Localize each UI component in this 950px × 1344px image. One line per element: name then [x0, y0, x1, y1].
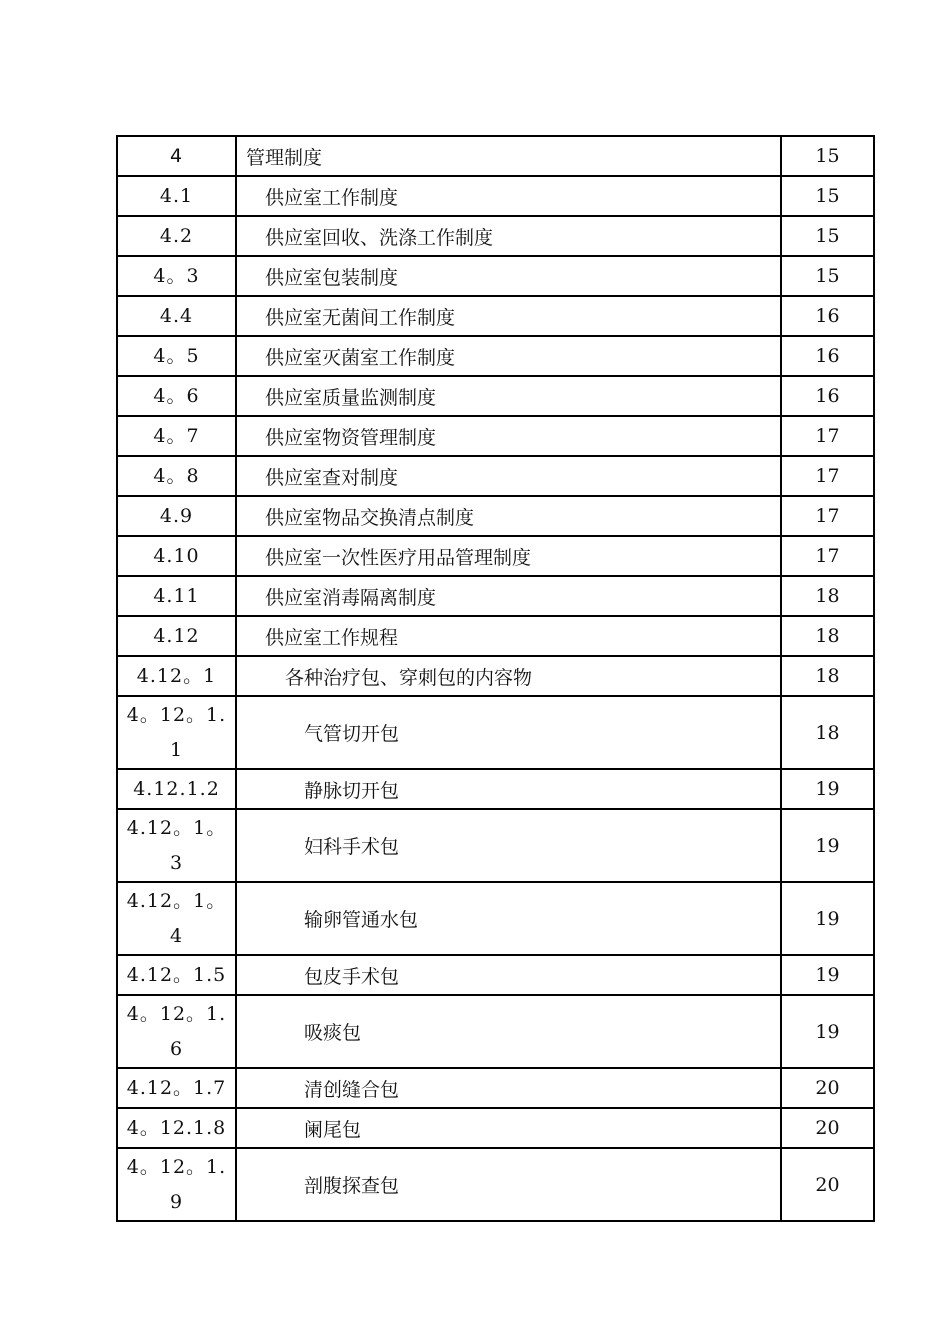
section-number: 4.2 — [117, 216, 236, 256]
section-title: 各种治疗包、穿刺包的内容物 — [236, 656, 781, 696]
section-title: 供应室包装制度 — [236, 256, 781, 296]
page-number: 19 — [781, 769, 874, 809]
toc-row — [117, 696, 874, 769]
page-number: 17 — [781, 416, 874, 456]
page-number: 20 — [781, 1068, 874, 1108]
section-number: 4.11 — [117, 576, 236, 616]
section-title: 供应室一次性医疗用品管理制度 — [236, 536, 781, 576]
page-number: 16 — [781, 336, 874, 376]
toc-row — [117, 176, 874, 216]
page-number: 18 — [781, 656, 874, 696]
section-number: 4。5 — [117, 336, 236, 376]
section-title: 妇科手术包 — [236, 809, 781, 882]
page-number: 16 — [781, 296, 874, 336]
toc-row — [117, 809, 874, 882]
page-number: 20 — [781, 1108, 874, 1148]
toc-row — [117, 576, 874, 616]
section-number: 4 — [117, 136, 236, 176]
toc-row — [117, 769, 874, 809]
section-title: 供应室查对制度 — [236, 456, 781, 496]
toc-row — [117, 256, 874, 296]
toc-body — [117, 136, 874, 1221]
page-number: 15 — [781, 216, 874, 256]
toc-row — [117, 656, 874, 696]
section-number: 4。12。1.1 — [117, 696, 236, 769]
section-title: 清创缝合包 — [236, 1068, 781, 1108]
section-title: 供应室回收、洗涤工作制度 — [236, 216, 781, 256]
toc-row — [117, 536, 874, 576]
page-number: 15 — [781, 136, 874, 176]
section-title: 剖腹探查包 — [236, 1148, 781, 1221]
section-title: 供应室物品交换清点制度 — [236, 496, 781, 536]
toc-row — [117, 296, 874, 336]
section-number: 4。6 — [117, 376, 236, 416]
toc-row — [117, 496, 874, 536]
section-title: 供应室工作规程 — [236, 616, 781, 656]
section-title: 供应室无菌间工作制度 — [236, 296, 781, 336]
page-number: 18 — [781, 576, 874, 616]
page-number: 17 — [781, 536, 874, 576]
section-title: 静脉切开包 — [236, 769, 781, 809]
section-title: 供应室消毒隔离制度 — [236, 576, 781, 616]
page-number: 15 — [781, 256, 874, 296]
toc-row — [117, 136, 874, 176]
section-title: 输卵管通水包 — [236, 882, 781, 955]
toc-row — [117, 882, 874, 955]
page-number: 15 — [781, 176, 874, 216]
section-title: 供应室工作制度 — [236, 176, 781, 216]
section-title: 包皮手术包 — [236, 955, 781, 995]
page-number: 19 — [781, 995, 874, 1068]
toc-row — [117, 456, 874, 496]
section-title: 供应室物资管理制度 — [236, 416, 781, 456]
toc-table — [116, 135, 875, 1222]
section-number: 4。12.1.8 — [117, 1108, 236, 1148]
section-title: 气管切开包 — [236, 696, 781, 769]
section-title: 管理制度 — [236, 136, 781, 176]
section-number: 4.12。1 — [117, 656, 236, 696]
toc-row — [117, 955, 874, 995]
toc-row — [117, 995, 874, 1068]
toc-row — [117, 216, 874, 256]
section-number: 4。3 — [117, 256, 236, 296]
section-number: 4.4 — [117, 296, 236, 336]
section-number: 4.12 — [117, 616, 236, 656]
page-number: 18 — [781, 616, 874, 656]
toc-row — [117, 1108, 874, 1148]
section-number: 4.1 — [117, 176, 236, 216]
section-number: 4.9 — [117, 496, 236, 536]
page-number: 18 — [781, 696, 874, 769]
page-number: 17 — [781, 496, 874, 536]
toc-row — [117, 1068, 874, 1108]
section-number: 4.12。1。4 — [117, 882, 236, 955]
page-number: 19 — [781, 882, 874, 955]
page-number: 20 — [781, 1148, 874, 1221]
section-number: 4。8 — [117, 456, 236, 496]
section-number: 4。12。1.9 — [117, 1148, 236, 1221]
toc-row — [117, 416, 874, 456]
section-number: 4.12。1.7 — [117, 1068, 236, 1108]
section-number: 4.10 — [117, 536, 236, 576]
section-number: 4。7 — [117, 416, 236, 456]
toc-row — [117, 616, 874, 656]
toc-row — [117, 336, 874, 376]
section-title: 吸痰包 — [236, 995, 781, 1068]
toc-row — [117, 376, 874, 416]
toc-row — [117, 1148, 874, 1221]
page-number: 19 — [781, 955, 874, 995]
page-number: 19 — [781, 809, 874, 882]
section-number: 4.12.1.2 — [117, 769, 236, 809]
page-number: 17 — [781, 456, 874, 496]
section-number: 4。12。1.6 — [117, 995, 236, 1068]
section-title: 供应室质量监测制度 — [236, 376, 781, 416]
section-title: 供应室灭菌室工作制度 — [236, 336, 781, 376]
section-number: 4.12。1.5 — [117, 955, 236, 995]
section-number: 4.12。1。3 — [117, 809, 236, 882]
page-number: 16 — [781, 376, 874, 416]
section-title: 阑尾包 — [236, 1108, 781, 1148]
